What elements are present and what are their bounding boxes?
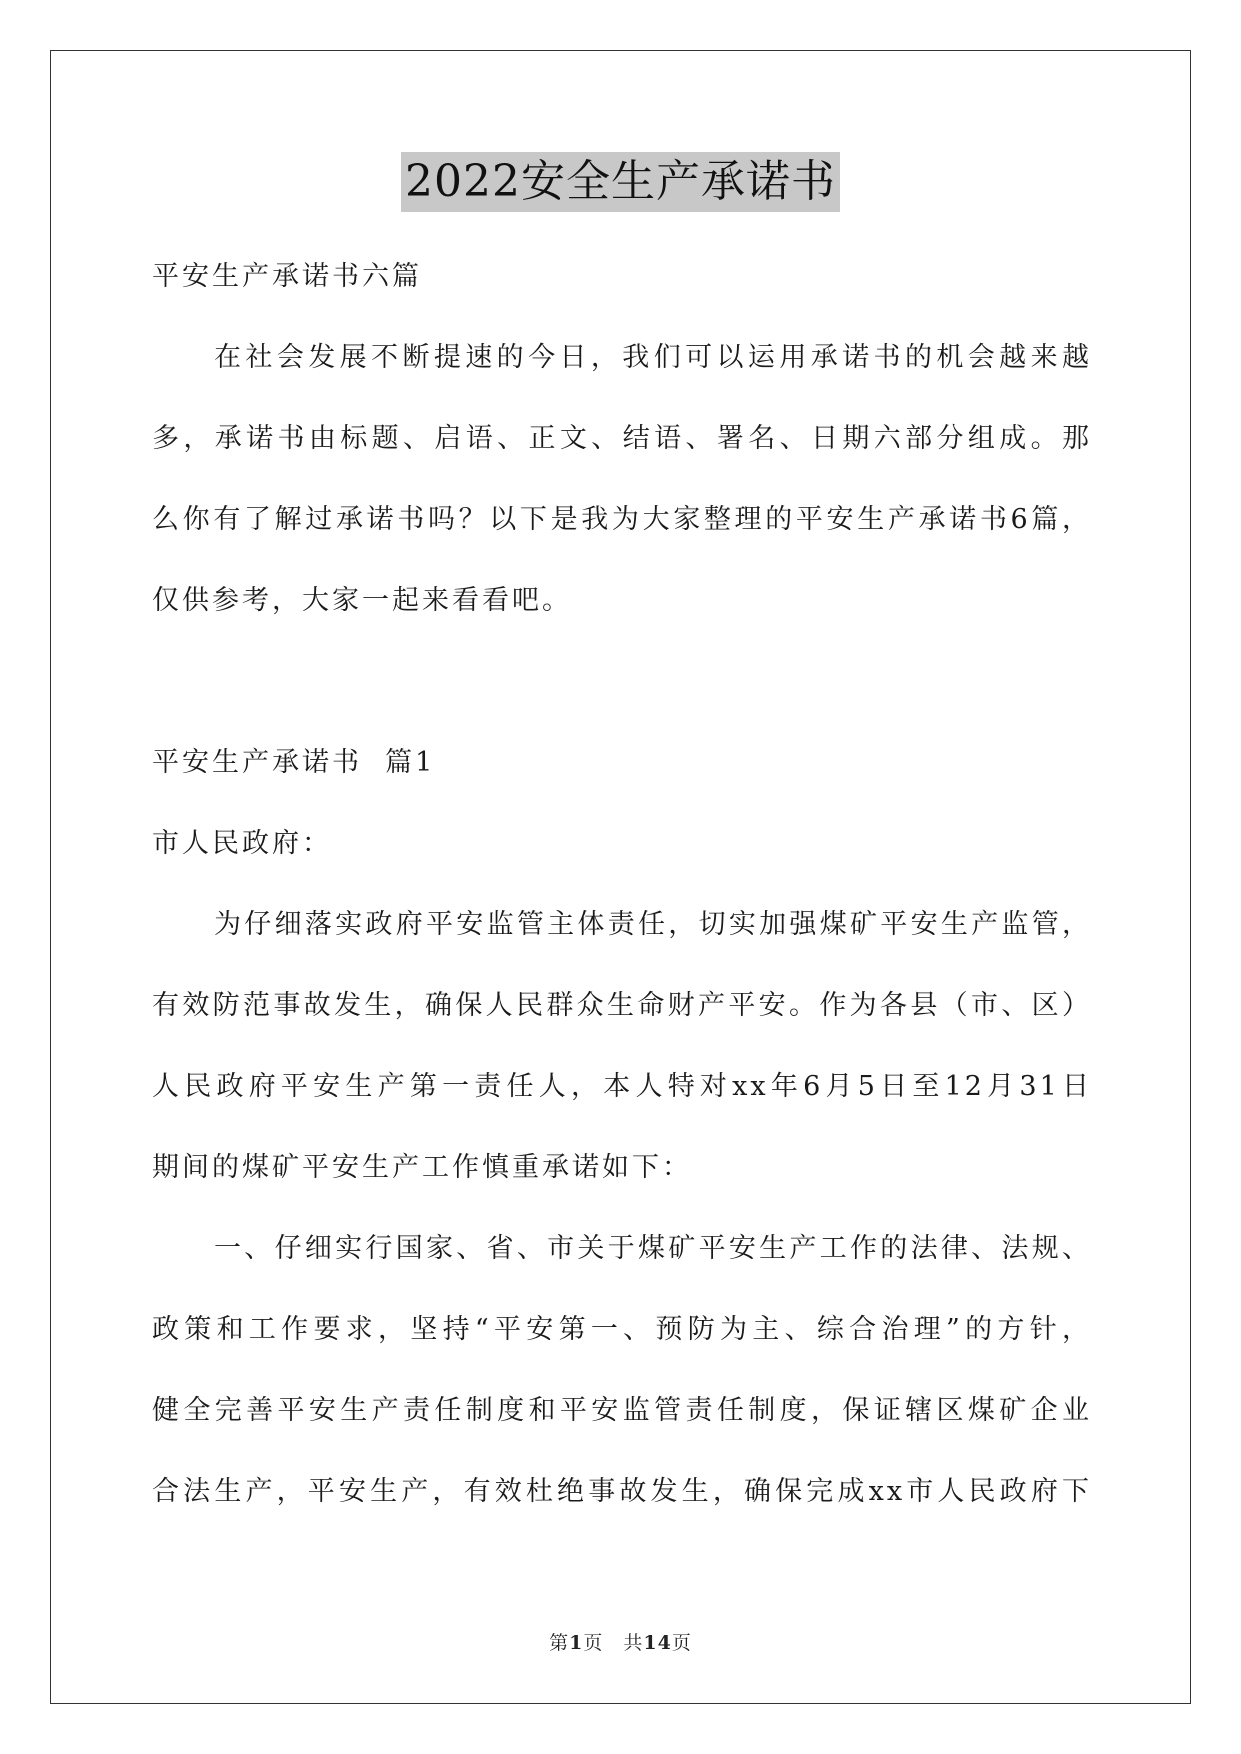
paragraph-line: 有效防范事故发生，确保人民群众生命财产平安。作为各县（市、区） bbox=[152, 990, 1092, 1021]
subtitle: 平安生产承诺书六篇 bbox=[152, 261, 422, 292]
paragraph-line: 合法生产，平安生产，有效杜绝事故发生，确保完成xx市人民政府下 bbox=[152, 1476, 1092, 1507]
page-number: 1 bbox=[569, 1632, 584, 1654]
intro-line: 在社会发展不断提速的今日，我们可以运用承诺书的机会越来越 bbox=[214, 342, 1092, 373]
salutation: 市人民政府： bbox=[152, 828, 332, 859]
title-container bbox=[0, 152, 1241, 212]
section-heading: 平安生产承诺书 篇1 bbox=[152, 747, 436, 778]
paragraph-line: 为仔细落实政府平安监管主体责任，切实加强煤矿平安生产监管， bbox=[214, 909, 1092, 940]
document-body bbox=[152, 236, 1092, 1532]
paragraph-line: 人民政府平安生产第一责任人，本人特对xx年6月5日至12月31日 bbox=[152, 1071, 1092, 1102]
paragraph-line: 政策和工作要求，坚持“平安第一、预防为主、综合治理”的方针， bbox=[152, 1314, 1092, 1345]
page-footer bbox=[0, 1628, 1241, 1655]
page-mid: 页 共 bbox=[583, 1632, 644, 1654]
intro-line: 多，承诺书由标题、启语、正文、结语、署名、日期六部分组成。那 bbox=[152, 423, 1092, 454]
blank-line bbox=[152, 641, 1092, 722]
paragraph-line: 健全完善平安生产责任制度和平安监管责任制度，保证辖区煤矿企业 bbox=[152, 1395, 1092, 1426]
intro-line: 仅供参考，大家一起来看看吧。 bbox=[152, 585, 572, 616]
page-total: 14 bbox=[643, 1632, 672, 1654]
paragraph-line: 一、仔细实行国家、省、市关于煤矿平安生产工作的法律、法规、 bbox=[214, 1233, 1092, 1264]
intro-line: 么你有了解过承诺书吗？以下是我为大家整理的平安生产承诺书6篇， bbox=[152, 504, 1092, 535]
page-suffix: 页 bbox=[671, 1632, 692, 1654]
page-prefix: 第 bbox=[549, 1632, 570, 1654]
paragraph-line: 期间的煤矿平安生产工作慎重承诺如下： bbox=[152, 1152, 692, 1183]
document-title: 2022安全生产承诺书 bbox=[401, 152, 840, 212]
